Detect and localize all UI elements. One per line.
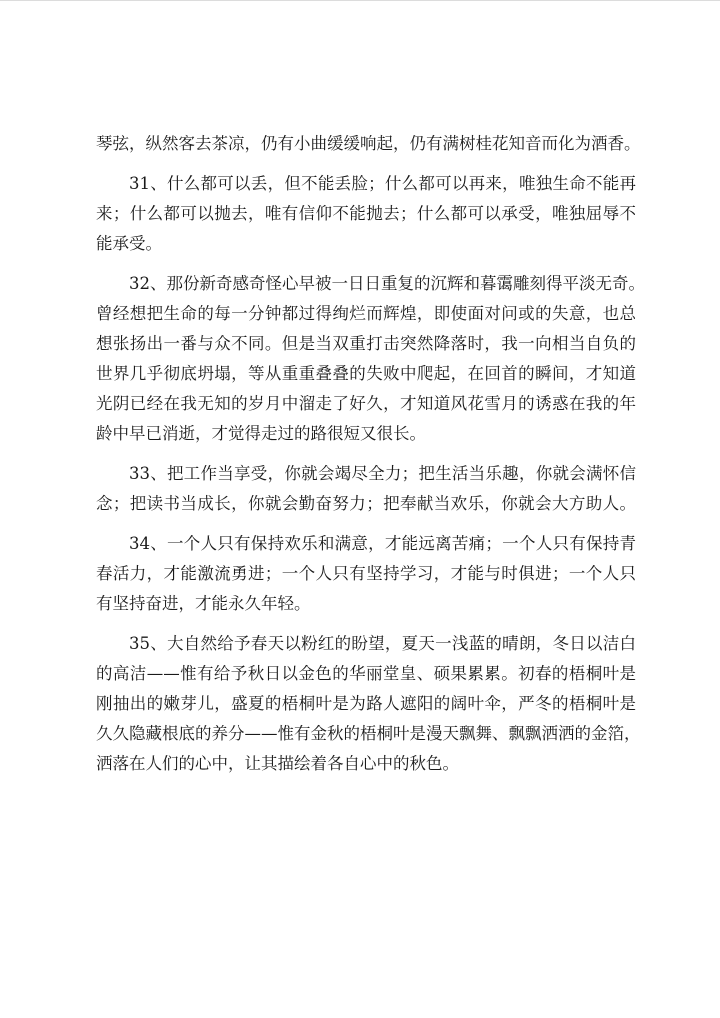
paragraph-35	[96, 629, 641, 779]
paragraph-30-continuation	[96, 129, 641, 159]
text-line: 春活力，才能激流勇进；一个人只有坚持学习，才能与时俱进；一个人只	[96, 564, 636, 583]
text-line: 有坚持奋进，才能永久年轻。	[96, 594, 311, 613]
text-line: 35、大自然给予春天以粉红的盼望，夏天一浅蓝的晴朗，冬日以洁白	[129, 634, 636, 653]
paragraph-33	[96, 459, 636, 519]
text-line: 曾经想把生命的每一分钟都过得绚烂而辉煌，即使面对问或的失意，也总	[96, 304, 636, 323]
text-line: 想张扬出一番与众不同。但是当双重打击突然降落时，我一向相当自负的	[96, 334, 636, 353]
text-line: 光阴已经在我无知的岁月中溜走了好久，才知道风花雪月的诱惑在我的年	[96, 394, 636, 413]
text-line: 龄中早已消逝，才觉得走过的路很短又很长。	[96, 424, 426, 443]
text-line: 洒落在人们的心中，让其描绘着各自心中的秋色。	[96, 754, 459, 773]
text-line: 久久隐藏根底的养分——惟有金秋的梧桐叶是漫天飘舞、飘飘洒洒的金箔，	[96, 724, 641, 743]
document-body	[96, 129, 645, 789]
text-line: 世界几乎彻底坍塌，等从重重叠叠的失败中爬起，在回首的瞬间，才知道	[96, 364, 636, 383]
text-line: 的高洁——惟有给予秋日以金色的华丽堂皇、硕果累累。初春的梧桐叶是	[96, 664, 636, 683]
text-line: 念；把读书当成长，你就会勤奋努力；把奉献当欢乐，你就会大方助人。	[96, 494, 636, 513]
text-line: 33、把工作当享受，你就会竭尽全力；把生活当乐趣，你就会满怀信	[129, 464, 636, 483]
text-line: 琴弦，纵然客去茶凉，仍有小曲缓缓响起，仍有满树桂花知音而化为酒香。	[96, 134, 641, 153]
paragraph-31	[96, 169, 636, 259]
paragraph-34	[96, 529, 636, 619]
text-line: 32、那份新奇感奇怪心早被一日日重复的沉辉和暮霭雕刻得平淡无奇。	[129, 274, 645, 293]
paragraph-32	[96, 269, 645, 449]
text-line: 34、一个人只有保持欢乐和满意，才能远离苦痛；一个人只有保持青	[129, 534, 636, 553]
text-line: 来；什么都可以抛去，唯有信仰不能抛去；什么都可以承受，唯独屈辱不	[96, 204, 636, 223]
text-line: 31、什么都可以丢，但不能丢脸；什么都可以再来，唯独生命不能再	[129, 174, 636, 193]
text-line: 能承受。	[96, 234, 162, 253]
text-line: 刚抽出的嫩芽儿，盛夏的梧桐叶是为路人遮阳的阔叶伞，严冬的梧桐叶是	[96, 694, 636, 713]
